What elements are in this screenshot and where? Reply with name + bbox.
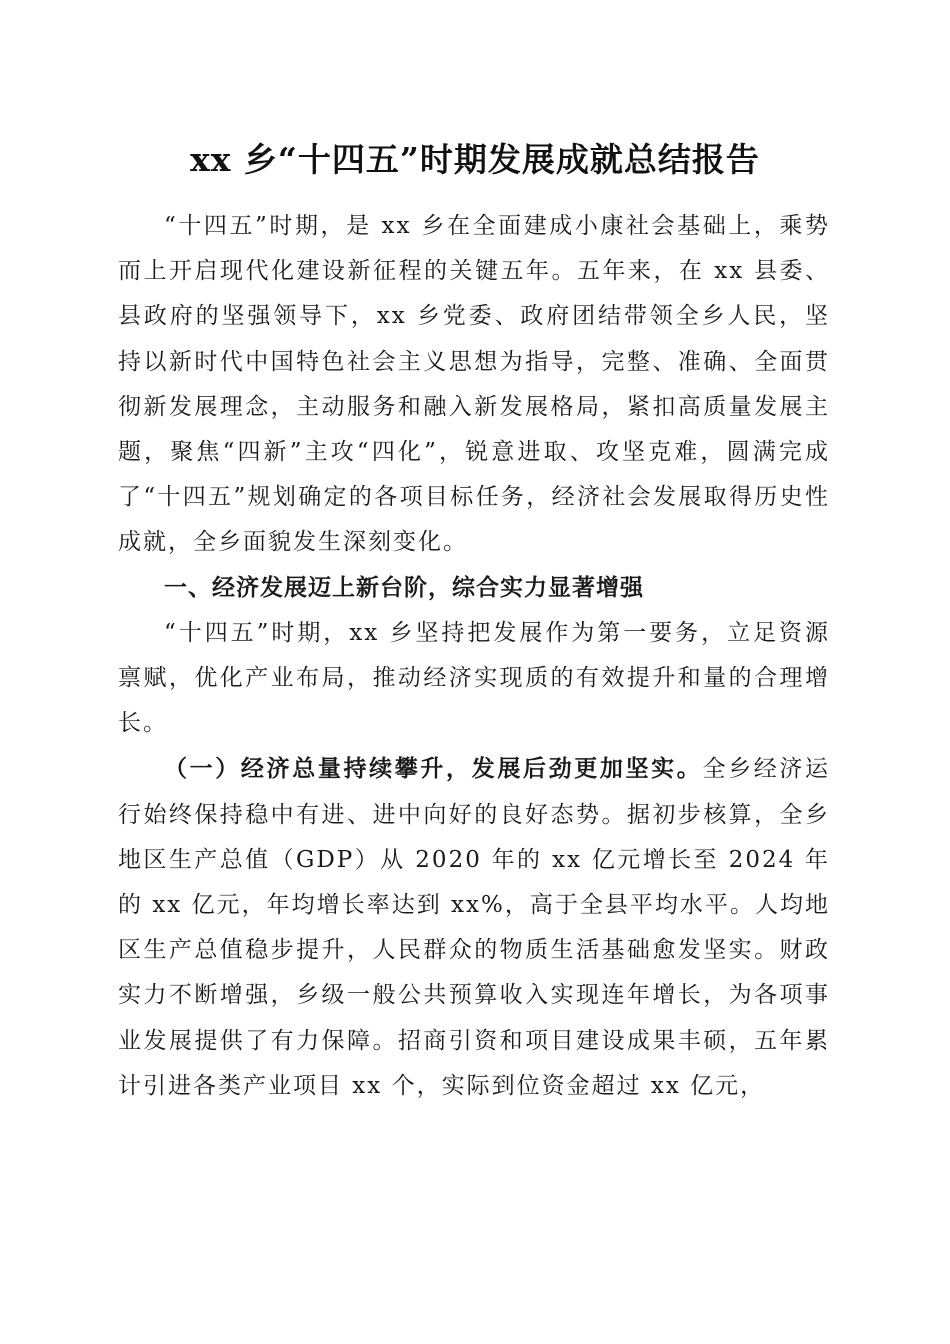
intro-paragraph: “十四五”时期，是 xx 乡在全面建成小康社会基础上，乘势而上开启现代化建设新征程的关键五年。五年来，在 xx 县委、县政府的坚强领导下，xx 乡党委、政府团结带领全乡人民，坚持以新时代中国特色社会主义思想为指导，完整、准确、全面贯彻新发展理念，主动服务和融入新发展格局，紧扣高质量发展主题，聚焦“四新”主攻“四化”，锐意进取、攻坚克难，圆满完成了“十四五”规划确定的各项目标任务，经济社会发展取得历史性成就，全乡面貌发生深刻变化。: [118, 213, 830, 556]
section-1-intro-paragraph: “十四五”时期，xx 乡坚持把发展作为第一要务，立足资源禀赋，优化产业布局，推动经济实现质的有效提升和量的合理增长。: [118, 619, 830, 737]
section-heading-1: 一、经济发展迈上新台阶，综合实力显著增强: [164, 574, 644, 601]
document-title: xx 乡“十四五”时期发展成就总结报告: [190, 140, 760, 179]
subsection-1-body: 全乡经济运行始终保持稳中有进、进中向好的良好态势。据初步核算，全乡地区生产总值（GDP）从 2020 年的 xx 亿元增长至 2024 年的 xx 亿元，年均增长率达到 xx%，高于全县平均水平。人均地区生产总值稳步提升，人民群众的物质生活基础愈发坚实。财政实力不断增强，乡级一般公共预算收入实现连年增长，为各项事业发展提供了有力保障。招商引资和项目建设成果丰硕，五年累计引进各类产业项目 xx 个，实际到位资金超过 xx 亿元，: [118, 756, 831, 1099]
subsection-1-lead: （一）经济总量持续攀升，发展后劲更加坚实。: [164, 755, 703, 783]
subsection-1-paragraph: [118, 746, 830, 1109]
document-body: [118, 204, 830, 1109]
